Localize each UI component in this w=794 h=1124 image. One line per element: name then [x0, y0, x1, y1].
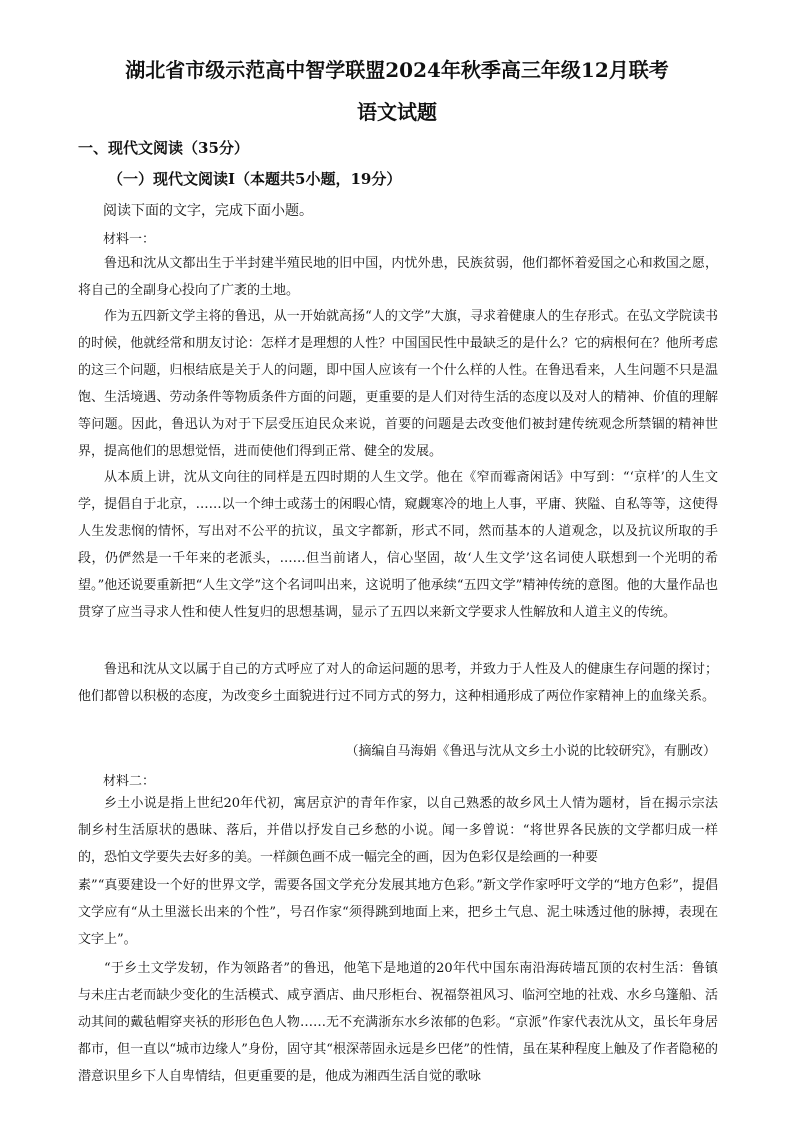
material-2-label: 材料二：	[103, 774, 156, 789]
subsection-heading: （一）现代文阅读Ⅰ（本题共5小题，19分）	[108, 170, 402, 188]
material-2-paragraph-2: “于乡土文学发轫，作为领路者”的鲁迅，他笔下是地道的20年代中国东南沿海砖墙瓦顶的农村生活：鲁镇与未庄古老而缺少变化的生活模式、咸亨酒店、曲尺形柜台、祝福祭祖风习、临河空地的社戏、水乡乌篷船、活动其间的戴毡帽穿夹袄的形形色色人物……无不充满浙东水乡浓郁的色彩。“京派”作家代表沈从文，虽长年身居都市，但一直以“城市边缘人”身份，固守其“根深蒂固永远是乡巴佬”的性情，虽在某种程度上触及了作者隐秘的潜意识里乡下人自卑情结，但更重要的是，他成为湘西生活自觉的歌咏	[78, 961, 718, 1084]
material-1-paragraph-4: 鲁迅和沈从文以属于自己的方式呼应了对人的命运问题的思考，并致力于人性及人的健康生存问题的探讨；他们都曾以积极的态度，为改变乡土面貌进行过不同方式的努力，这种相通形成了两位作家精神上的血缘关系。	[78, 662, 718, 704]
material-2-paragraph-1b: 素”“真要建设一个好的世界文学，需要各国文学充分发展其地方色彩。”新文学作家呼吁文学的“地方色彩”，提倡文学应有“从土里滋长出来的个性”，号召作家“须得跳到地面上来，把乡土气息、泥土味透过他的脉搏，表现在文字上”。	[78, 878, 718, 947]
section-heading: 一、现代文阅读（35分）	[78, 139, 249, 157]
material-1-paragraph-3: 从本质上讲，沈从文向往的同样是五四时期的人生文学。他在《窄而霉斋闲话》中写到：“‘京样’的人生文学，提倡自于北京，……以一个绅士或荡士的闲暇心情，窥觑寒冷的地上人事，平庸、狭隘、自私等等，这使得人生发悲悯的情怀，写出对不公平的抗议，虽文字都新，形式不同，然而基本的人道观念，以及抗议所取的手段，仍俨然是一千年来的老派头，……但当前诸人，信心坚固，故‘人生文学’这名词使人联想到一个光明的希望。”他还说要重新把“人生文学”这个名词叫出来，这说明了他承续“五四文学”精神传统的意图。他的大量作品也贯穿了应当寻求人性和使人性复归的思想基调，显示了五四以来新文学要求人性解放和人道主义的传统。	[78, 470, 718, 620]
reading-instruction: 阅读下面的文字，完成下面小题。	[103, 203, 313, 219]
material-1-paragraph-1: 鲁迅和沈从文都出生于半封建半殖民地的旧中国，内忧外患，民族贫弱，他们都怀着爱国之心和救国之愿，将自己的全副身心投向了广袤的土地。	[78, 256, 718, 298]
material-2-paragraph-1a: 乡土小说是指上世纪20年代初，寓居京沪的青年作家，以自己熟悉的故乡风土人情为题材，旨在揭示宗法制乡村生活原状的愚昧、落后，并借以抒发自己乡愁的小说。闻一多曾说：“将世界各民族的文学都归成一样的，恐怕文学要失去好多的美。一样颜色画不成一幅完全的画，因为色彩仅是绘画的一种要	[78, 796, 718, 865]
material-1-label: 材料一：	[103, 232, 156, 247]
page-subtitle: 语文试题	[357, 100, 437, 124]
material-1-paragraph-2: 作为五四新文学主将的鲁迅，从一开始就高扬“人的文学”大旗，寻求着健康人的生存形式。在弘文学院读书的时候，他就经常和朋友讨论：怎样才是理想的人性？中国国民性中最缺乏的是什么？它的病根何在？他所考虑的这三个问题，归根结底是关于人的问题，即中国人应该有一个什么样的人性。在鲁迅看来，人生问题不只是温饱、生活境遇、劳动条件等物质条件方面的问题，更重要的是人们对待生活的态度以及对人的精神、价值的理解等问题。因此，鲁迅认为对于下层受压迫民众来说，首要的问题是去改变他们被封建传统观念所禁锢的精神世界，提高他们的思想觉悟，进而使他们得到正常、健全的发展。	[78, 309, 718, 459]
material-1-source: （摘编自马海娟《鲁迅与沈从文乡土小说的比较研究》，有删改）	[345, 744, 716, 759]
page-title: 湖北省市级示范高中智学联盟2024年秋季高三年级12月联考	[125, 58, 669, 82]
